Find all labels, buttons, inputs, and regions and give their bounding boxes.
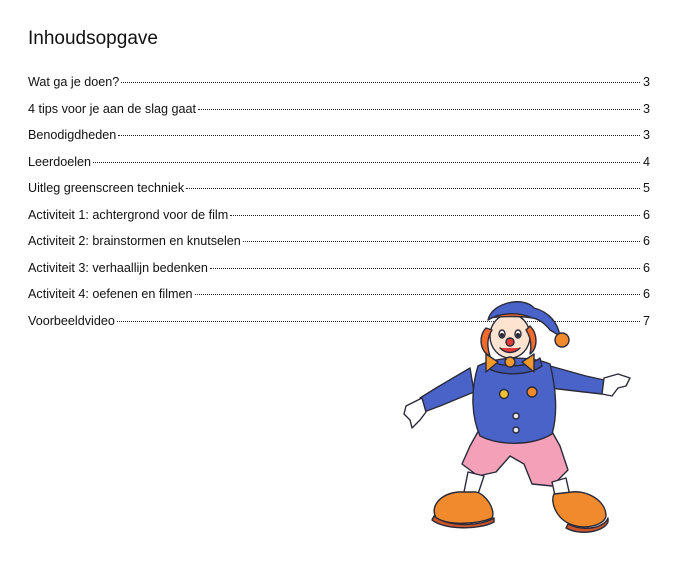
toc-entry-label: Uitleg greenscreen techniek xyxy=(28,181,185,195)
toc-entry-label: Voorbeeldvideo xyxy=(28,313,115,328)
toc-entry[interactable] xyxy=(28,233,650,260)
toc-leader-dots xyxy=(93,162,640,163)
toc-leader-dots xyxy=(210,268,640,269)
toc-leader-dots xyxy=(230,215,640,216)
toc-entry[interactable] xyxy=(28,101,650,128)
toc-entry-page: 3 xyxy=(642,75,650,89)
toc-leader-dots xyxy=(198,109,640,110)
toc-entry-page: 5 xyxy=(642,181,650,195)
toc-entry-label: Activiteit 4: oefenen en filmen xyxy=(28,287,193,301)
toc-entry-label: Activiteit 1: achtergrond voor de film xyxy=(28,207,229,222)
toc-entry-page: 6 xyxy=(642,287,650,301)
toc-entry[interactable] xyxy=(28,180,650,207)
toc-leader-dots xyxy=(118,135,640,136)
toc-entry-page: 6 xyxy=(642,260,650,275)
toc-entry-page: 6 xyxy=(642,207,650,222)
toc-entry-label: Benodigdheden xyxy=(28,128,117,142)
toc-entry-label: 4 tips voor je aan de slag gaat xyxy=(28,101,197,116)
toc-entry-label: Wat ga je doen? xyxy=(28,75,120,89)
toc-entry-page: 6 xyxy=(642,234,650,248)
toc-entry-label: Activiteit 3: verhaallijn bedenken xyxy=(28,260,208,275)
toc-entry[interactable] xyxy=(28,207,650,234)
toc-entry-page: 3 xyxy=(642,101,650,116)
page-title: Inhoudsopgave xyxy=(28,28,158,49)
toc-leader-dots xyxy=(243,241,640,242)
toc-entry-page: 4 xyxy=(642,154,650,169)
toc-entry[interactable] xyxy=(28,74,650,101)
toc-entry-label: Leerdoelen xyxy=(28,154,92,169)
toc-entry-label: Activiteit 2: brainstormen en knutselen xyxy=(28,234,241,248)
toc-entry[interactable] xyxy=(28,127,650,154)
toc-entry[interactable] xyxy=(28,154,650,181)
toc-entry-page: 3 xyxy=(642,128,650,142)
toc-entry[interactable] xyxy=(28,260,650,287)
toc-leader-dots xyxy=(186,188,640,189)
toc-entry-page: 7 xyxy=(642,313,650,328)
toc-leader-dots xyxy=(121,82,640,83)
toc-leader-dots xyxy=(195,294,640,295)
clown-illustration xyxy=(400,296,640,541)
